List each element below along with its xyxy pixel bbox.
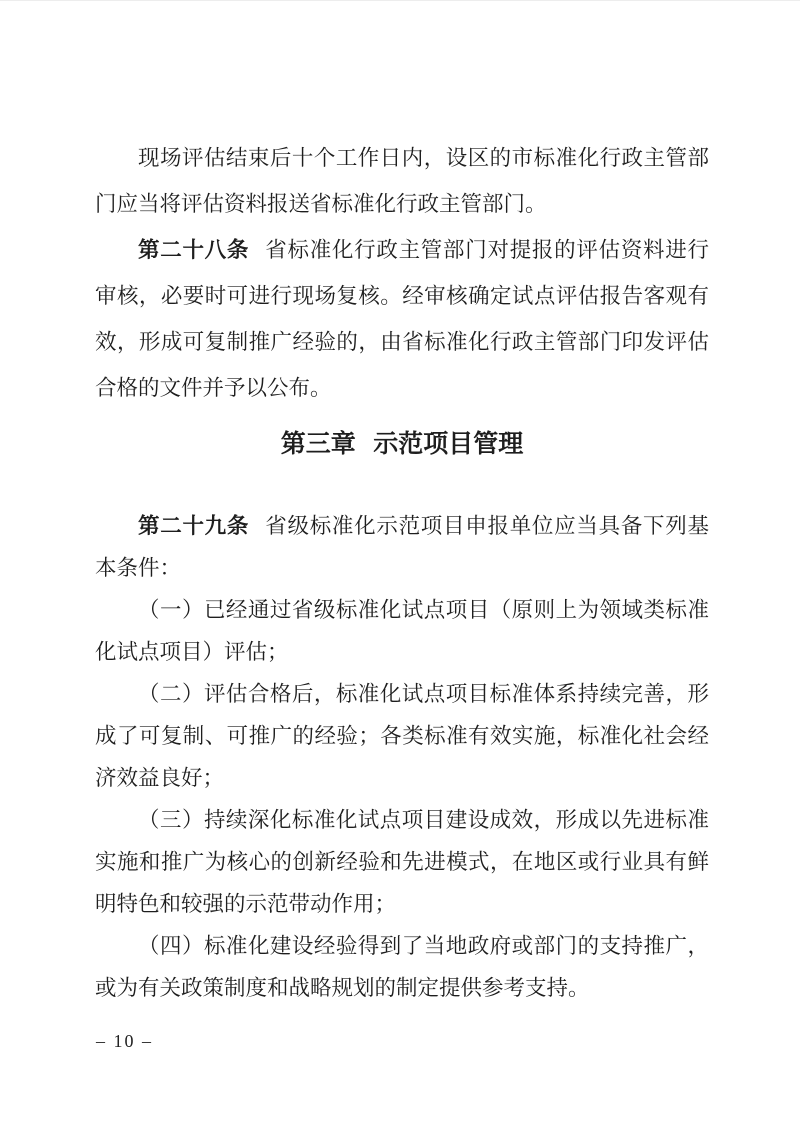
section-lower [95,505,709,1009]
condition-item-3: （三）持续深化标准化试点项目建设成效，形成以先进标准实施和推广为核心的创新经验和先进模式，在地区或行业具有鲜明特色和较强的示范带动作用； [95,808,709,916]
paragraph-field-assessment: 现场评估结束后十个工作日内，设区的市标准化行政主管部门应当将评估资料报送省标准化行政主管部门。 [95,146,709,216]
page-number: – 10 – [96,1031,153,1051]
page-content [95,135,709,1009]
condition-item-1: （一）已经通过省级标准化试点项目（原则上为领域类标准化试点项目）评估； [95,598,709,664]
paragraph-article-28 [95,227,709,411]
condition-item-2: （二）评估合格后，标准化试点项目标准体系持续完善，形成了可复制、可推广的经验；各类标准有效实施，标准化社会经济效益良好； [95,682,709,790]
article-29-number: 第二十九条 [138,514,250,538]
article-28-text: 省标准化行政主管部门对提报的评估资料进行审核，必要时可进行现场复核。经审核确定试点评估报告客观有效，形成可复制推广经验的，由省标准化行政主管部门印发评估合格的文件并予以公布。 [95,238,709,400]
section-upper [95,135,709,469]
chapter-heading [95,419,709,469]
condition-item-4: （四）标准化建设经验得到了当地政府或部门的支持推广，或为有关政策制度和战略规划的制定提供参考支持。 [95,934,709,1000]
chapter-title: 示范项目管理 [373,430,524,458]
article-28-number: 第二十八条 [138,238,250,262]
article-29-text: 省级标准化示范项目申报单位应当具备下列基本条件： [95,514,709,580]
paragraph-article-29 [95,505,709,589]
chapter-number: 第三章 [280,430,356,458]
